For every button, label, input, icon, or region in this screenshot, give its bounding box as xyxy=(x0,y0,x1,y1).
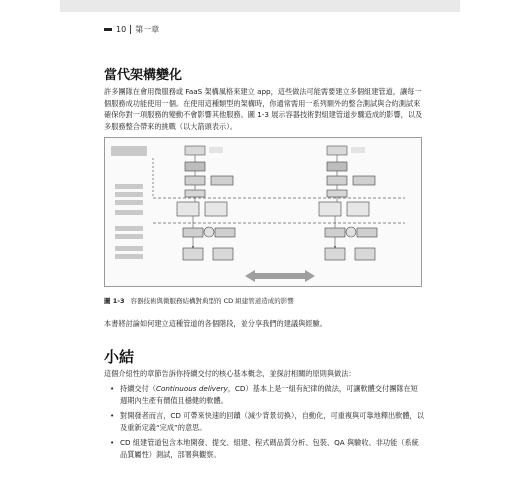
list-item: • 持續交付（Continuous delivery，CD）基本上是一組有紀律的做法，可讓軟體交付團隊在短週期內生產有價值且穩健的軟體。 xyxy=(110,384,418,405)
bullet-marker: • xyxy=(110,411,115,420)
closing-paragraph: 本書將討論如何建立這種管道的各個階段，並分享我們的建議與經驗。 xyxy=(104,319,327,328)
header-bar xyxy=(104,28,112,31)
caption-label: 圖 1-3 xyxy=(104,297,125,305)
chapter-label: 第一章 xyxy=(135,25,160,34)
section-title-modern: 當代架構變化 xyxy=(104,68,183,83)
section-title-summary: 小結 xyxy=(104,348,135,366)
page-number: 10 xyxy=(116,25,127,34)
running-header xyxy=(104,24,159,35)
top-strip xyxy=(60,0,460,12)
figure-caption xyxy=(104,296,294,305)
figure-1-3 xyxy=(104,137,422,287)
pipeline-diagram xyxy=(105,138,421,286)
modern-paragraph: 許多團隊在會用微服務或 FaaS 架構風格來建立 app，這些做法可能需要建立多個組建管道，讓每一個服務成功能使用一個。在使用這種類型的架構時，你通常需用一系列額外的整合測試與合約測試來確保你對一項服務的變動不會影響其他服務。圖 1-3 展示容器技術對組建管道步驟造成的影響，以及多服務整合帶來的挑戰（以大箭頭表示）。 xyxy=(104,87,423,131)
summary-list xyxy=(110,383,424,464)
list-item: • CD 組建管道包含本地開發、提交、組建、程式碼品質分析、包裝、QA 與驗收、非功能（系統品質屬性）測試，部署與觀察。 xyxy=(110,438,419,459)
header-separator xyxy=(130,25,131,34)
caption-text: 容器技術與微服務結構對典型的 CD 組建管道造成的影響 xyxy=(130,297,294,305)
bullet-marker: • xyxy=(110,384,115,393)
list-item: • 對開發者而言，CD 可帶來快速的回饋（減少背景切換），自動化，可重複與可靠地釋出軟體，以及重新定義“完成”的意思。 xyxy=(110,411,424,432)
summary-intro: 這個介紹性的章節告訴你持續交付的核心基本概念，並探討相關的原則與做法： xyxy=(104,369,356,378)
bullet-marker: • xyxy=(110,438,115,447)
